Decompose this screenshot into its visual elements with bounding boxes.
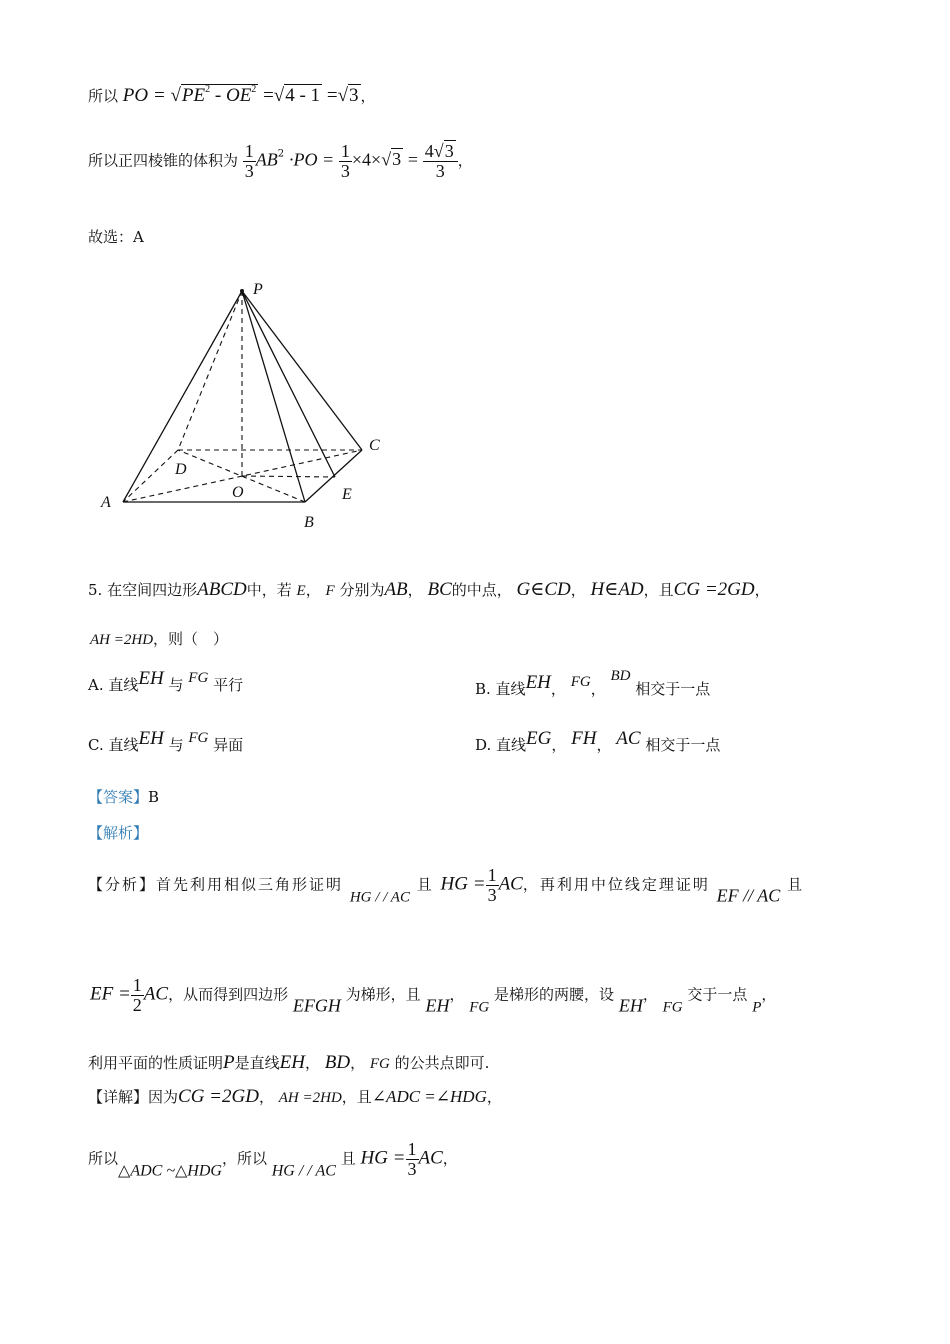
option-b[interactable] — [475, 668, 710, 699]
frac-den: 3 — [407, 1158, 417, 1179]
vertex-p — [240, 289, 244, 293]
fenxi-text: 为梯形，且 — [345, 985, 421, 1004]
xiangjie-text: 所以 — [88, 1149, 119, 1168]
math-ac: AC — [498, 873, 523, 895]
math-eq: = — [263, 85, 274, 106]
math-sqrt-content — [181, 84, 258, 106]
option-label: C. 直线 — [88, 736, 139, 754]
answer-label: 【答案】 — [88, 788, 149, 806]
fenxi-text: 首先利用相似三角形证明 — [156, 875, 344, 894]
math-eg: EG — [526, 728, 552, 749]
frac-num: 1 — [487, 865, 497, 885]
math-eh: EH — [279, 1052, 305, 1073]
math-f: F — [325, 583, 335, 599]
sep: ， — [550, 680, 566, 698]
label-b: B — [304, 514, 314, 531]
frac-num: 1 — [407, 1139, 417, 1159]
option-text: 相交于一点 — [635, 680, 711, 698]
label-c: C — [369, 437, 380, 454]
fenxi-text: 的公共点即可. — [394, 1054, 490, 1072]
option-c[interactable] — [88, 728, 243, 755]
edge-pb — [242, 291, 305, 502]
sep: ， — [304, 1054, 320, 1072]
math-fg: FG — [188, 730, 209, 746]
option-text: 平行 — [213, 676, 244, 694]
frac-den: 3 — [244, 160, 254, 181]
fenxi-text: 且 — [787, 875, 805, 894]
edge-da — [123, 450, 178, 502]
fenxi-line1 — [88, 866, 804, 906]
fraction-one-third — [486, 866, 499, 905]
fraction-one-third — [406, 1140, 419, 1179]
math-ac: AC — [143, 983, 169, 1005]
xiangjie-text: 因为 — [148, 1088, 179, 1106]
fenxi-text: 是梯形的两腰，设 — [494, 985, 615, 1004]
math-minus: - — [214, 85, 226, 106]
math-hg-par-ac: HG / / AC — [349, 889, 410, 906]
math-fg: FG — [662, 999, 683, 1016]
stem-text: ， — [754, 581, 770, 599]
xiangjie-text: 且 — [340, 1149, 356, 1168]
option-label: B. 直线 — [475, 680, 526, 698]
sep: ， — [551, 736, 567, 754]
math-sup: 2 — [251, 84, 257, 95]
comma: ， — [457, 151, 473, 170]
math-g-in-cd: G∈CD — [516, 579, 571, 600]
sep: ， — [258, 1088, 274, 1106]
label-a: A — [101, 494, 111, 511]
option-label: A. 直线 — [88, 676, 139, 694]
math-ac: AC — [418, 1147, 443, 1169]
math-ef-eq: EF = — [90, 983, 131, 1005]
math-sqrt-sign: √ — [273, 85, 285, 106]
stem-text: ， — [305, 581, 321, 599]
option-text: 相交于一点 — [645, 736, 721, 754]
xiangjie-text: ，所以 — [221, 1149, 267, 1168]
math-sqrt-sign: √ — [337, 85, 348, 106]
fenxi-text: 利用平面的性质证明 — [88, 1054, 224, 1072]
fraction-one-third — [243, 142, 256, 181]
math-sup: 2 — [205, 84, 211, 95]
frac-num: 1 — [132, 975, 142, 995]
text-prefix: 所以正四棱锥的体积为 — [88, 151, 239, 170]
math-ac: AC — [616, 728, 641, 749]
math-sqrt-41: 4 - 1 — [285, 85, 321, 106]
analysis-label: 【解析】 — [88, 824, 149, 842]
math-bc: BC — [427, 579, 452, 600]
comma: ， — [360, 87, 376, 105]
math-hg-eq: HG = — [440, 873, 486, 895]
edge-pe — [242, 291, 335, 477]
stem-text: 在空间四边形 — [107, 581, 198, 599]
stem-then: ，则（ ） — [153, 630, 229, 648]
math-eh: EH — [525, 672, 551, 693]
math-fg: FG — [369, 1056, 390, 1072]
stem-text: ， — [407, 581, 423, 599]
option-text: 与 — [168, 736, 184, 754]
math-sqrt-sign: √ — [381, 149, 392, 170]
answer-line — [88, 786, 159, 807]
fraction-volume — [423, 142, 458, 181]
fenxi-text: ，从而得到四边形 — [168, 985, 289, 1004]
math-times-4: ×4× — [351, 149, 382, 170]
fenxi-line2 — [90, 976, 776, 1016]
math-oe: OE — [225, 85, 252, 106]
frac-num: 1 — [340, 141, 350, 161]
xiangjie-line2 — [88, 1140, 458, 1180]
math-fg: FG — [469, 999, 490, 1016]
label-d: D — [175, 461, 187, 478]
option-label: D. 直线 — [475, 736, 527, 754]
math-three: 3 — [392, 149, 402, 170]
question-number: 5. — [88, 581, 103, 599]
frac-den: 2 — [132, 994, 142, 1015]
math-hg-eq: HG = — [360, 1147, 406, 1169]
math-cg-eq: CG =2GD — [673, 579, 755, 600]
xiangjie-label: 【详解】 — [88, 1088, 149, 1106]
option-text: 与 — [168, 676, 184, 694]
edge-bc — [305, 450, 362, 502]
math-eq: = — [326, 85, 338, 106]
sep: ， — [486, 1088, 502, 1106]
text-prefix: 所以 — [88, 87, 119, 105]
math-similar: △ADC ~△HDG — [118, 1162, 222, 1180]
math-three: 3 — [444, 141, 454, 161]
stem-text: ，且 — [643, 581, 674, 599]
stem-text: 分别为 — [339, 581, 385, 599]
math-eh: EH — [138, 728, 164, 749]
math-angle-eq: ∠ADC =∠HDG — [371, 1087, 487, 1106]
frac-den: 3 — [435, 160, 445, 181]
question-5-stem-line2 — [90, 628, 228, 649]
edge-pd — [178, 291, 242, 450]
fraction-one-half — [131, 976, 144, 1015]
math-bd: BD — [610, 668, 631, 684]
math-h-in-ad: H∈AD — [590, 579, 644, 600]
sep: ， — [596, 736, 612, 754]
fenxi-text: 交于一点 — [687, 985, 748, 1004]
math-sqrt-sign: √ — [170, 85, 181, 106]
math-efgh: EFGH — [292, 995, 341, 1016]
math-eh: EH — [425, 995, 450, 1016]
math-cg-eq: CG =2GD — [178, 1086, 259, 1107]
math-abcd: ABCD — [197, 579, 247, 600]
math-hg-par-ac: HG / / AC — [271, 1162, 336, 1180]
frac-den: 3 — [487, 884, 497, 905]
fenxi-text: 是直线 — [234, 1054, 280, 1072]
fenxi-line3 — [88, 1052, 489, 1074]
label-o: O — [232, 484, 244, 501]
choose-answer-line: 故选：A — [88, 228, 144, 246]
frac-num — [423, 142, 458, 162]
math-sqrt-sign: √ — [433, 141, 444, 161]
math-eq: = — [407, 149, 419, 170]
frac-num: 1 — [244, 141, 254, 161]
math-ab: AB — [384, 579, 408, 600]
pyramid-figure — [95, 278, 395, 538]
math-fh: FH — [571, 728, 597, 749]
math-ah-eq: AH =2HD — [90, 632, 154, 648]
math-eh: EH — [618, 995, 643, 1016]
fenxi-label: 【分析】 — [88, 875, 157, 894]
math-ah-eq: AH =2HD — [278, 1090, 342, 1106]
vol-num: 4 — [424, 141, 434, 161]
stem-text: 中，若 — [246, 581, 292, 599]
math-sup: 2 — [277, 148, 285, 160]
option-d[interactable] — [475, 728, 720, 755]
edge-pc — [242, 291, 362, 450]
math-pe: PE — [181, 85, 206, 106]
label-e: E — [342, 486, 352, 503]
frac-den: 3 — [340, 160, 350, 181]
math-e: E — [296, 583, 306, 599]
sep: ， — [642, 985, 658, 1004]
math-eh: EH — [138, 668, 164, 689]
math-bd: BD — [324, 1052, 351, 1073]
option-a[interactable] — [88, 668, 243, 695]
math-dot-po: ·PO = — [288, 149, 335, 170]
stem-text: ， — [570, 581, 586, 599]
solution-line-volume — [88, 142, 473, 181]
math-po-eq: PO = — [122, 85, 166, 106]
xiangjie-line1 — [88, 1086, 502, 1108]
label-p: P — [253, 281, 263, 298]
xiangjie-text: ，且 — [341, 1088, 372, 1106]
math-fg: FG — [188, 670, 209, 686]
math-ab: AB — [255, 149, 278, 170]
option-text: 异面 — [213, 736, 244, 754]
fenxi-text: 且 — [416, 875, 434, 894]
sep: ， — [350, 1054, 366, 1072]
stem-text: 的中点， — [451, 581, 512, 599]
fenxi-text: ，再利用中位线定理证明 — [522, 875, 710, 894]
comma: ， — [442, 1149, 458, 1168]
sep: ， — [761, 985, 777, 1004]
fraction-one-third — [339, 142, 352, 181]
sep: ， — [590, 680, 606, 698]
math-p: P — [752, 999, 762, 1016]
seg-oe — [242, 476, 335, 477]
math-ef-par-ac: EF // AC — [716, 885, 781, 906]
math-fg: FG — [570, 674, 591, 690]
sep: ， — [449, 985, 465, 1004]
math-p: P — [223, 1052, 235, 1073]
math-three: 3 — [349, 85, 359, 106]
solution-line-po — [88, 84, 376, 107]
answer-value: B — [148, 788, 160, 806]
question-5-stem — [88, 578, 770, 601]
